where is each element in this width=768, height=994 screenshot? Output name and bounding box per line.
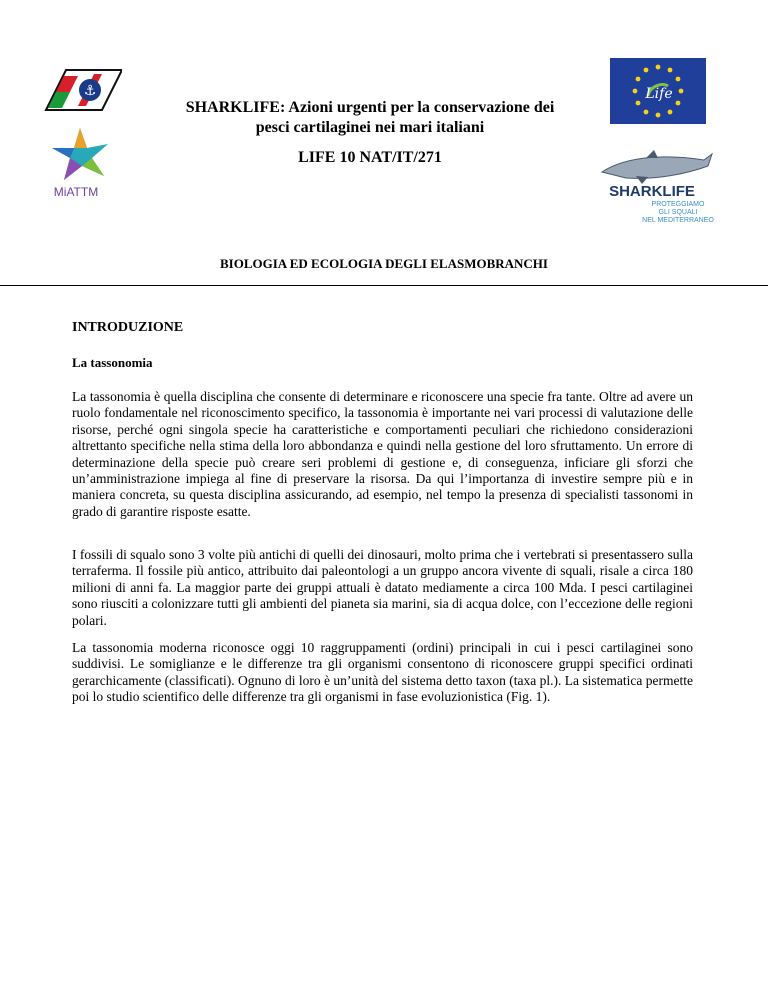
paragraph-3: La tassonomia moderna riconosce oggi 10 raggruppamenti (ordini) principali in cui i pesci cartilaginei sono suddivisi. Le somiglianze e le differenze tra gli organismi consentono di riconoscere gruppi specifici ordinati gerarchicamente (classificati). Ognuno di loro è un’unità del sistema detto taxon (taxa pl.). La sistematica permette poi lo studio scientifico delle differenze tra gli organismi in fase evoluzionistica (Fig. 1). [72,640,693,705]
title-line-2: pesci cartilaginei nei mari italiani [255,119,485,136]
project-code: LIFE 10 NAT/IT/271 [298,149,442,166]
horizontal-divider [0,285,768,286]
sharklife-tagline-2: GLI SQUALI [658,209,698,216]
miattm-logo [38,126,122,202]
miattm-label: MiATTM [53,185,99,199]
paragraph-1: La tassonomia è quella disciplina che consente di determinare e riconoscere una specie fra tante. Oltre ad avere un ruolo fondamentale nel riconoscimento specifico, la tassonomia è importante nei vari processi di valutazione delle risorse, perché ogni singola specie ha caratteristiche e comportamenti peculiari che richiedono considerazioni altrettanto specifiche nella stima della loro abbondanza e quindi nella gestione del loro sfruttamento. Un errore di determinazione della specie può creare seri problemi di gestione e, di conseguenza, inficiare gli sforzi che un’amministrazione impiega al fine di preservare la risorsa. Da qui l’importanza di investire sempre più e in maniera concreta, su questa disciplina assicurando, ad esempio, nel tempo la presenza di specialisti tassonomi in grado di garantire risposte esatte. [72,389,693,519]
sharklife-tagline-3: NEL MEDITERRANEO [642,217,714,224]
subsection-title: La tassonomia [72,355,153,370]
eu-life-logo [610,58,706,124]
sharklife-label: SHARKLIFE [609,183,695,200]
paragraph-2: I fossili di squalo sono 3 volte più antichi di quelli dei dinosauri, molto prima che i vertebrati si presentassero sulla terraferma. Il fossile più antico, attribuito dai paleontologi a un gruppo ancora vivente di squali, risale a circa 180 milioni di anni fa. La maggior parte dei gruppi attuali è datato mediamente a circa 100 Mda. I pesci cartilaginei sono riusciti a colonizzare tutti gli ambienti del pianeta sia marini, sia di acqua dolce, con l’eccezione delle regioni polari. [72,547,693,628]
title-line-1: SHARKLIFE: Azioni urgenti per la conservazione dei [185,99,555,116]
document-subtitle: BIOLOGIA ED ECOLOGIA DEGLI ELASMOBRANCHI [220,256,548,271]
coast-guard-logo [38,66,122,112]
sharklife-tagline-1: PROTEGGIAMO [651,201,705,208]
svg-text:⚓: ⚓ [83,83,97,99]
section-title: INTRODUZIONE [72,320,184,335]
document-title [120,98,620,138]
life-label: Life [645,86,673,102]
